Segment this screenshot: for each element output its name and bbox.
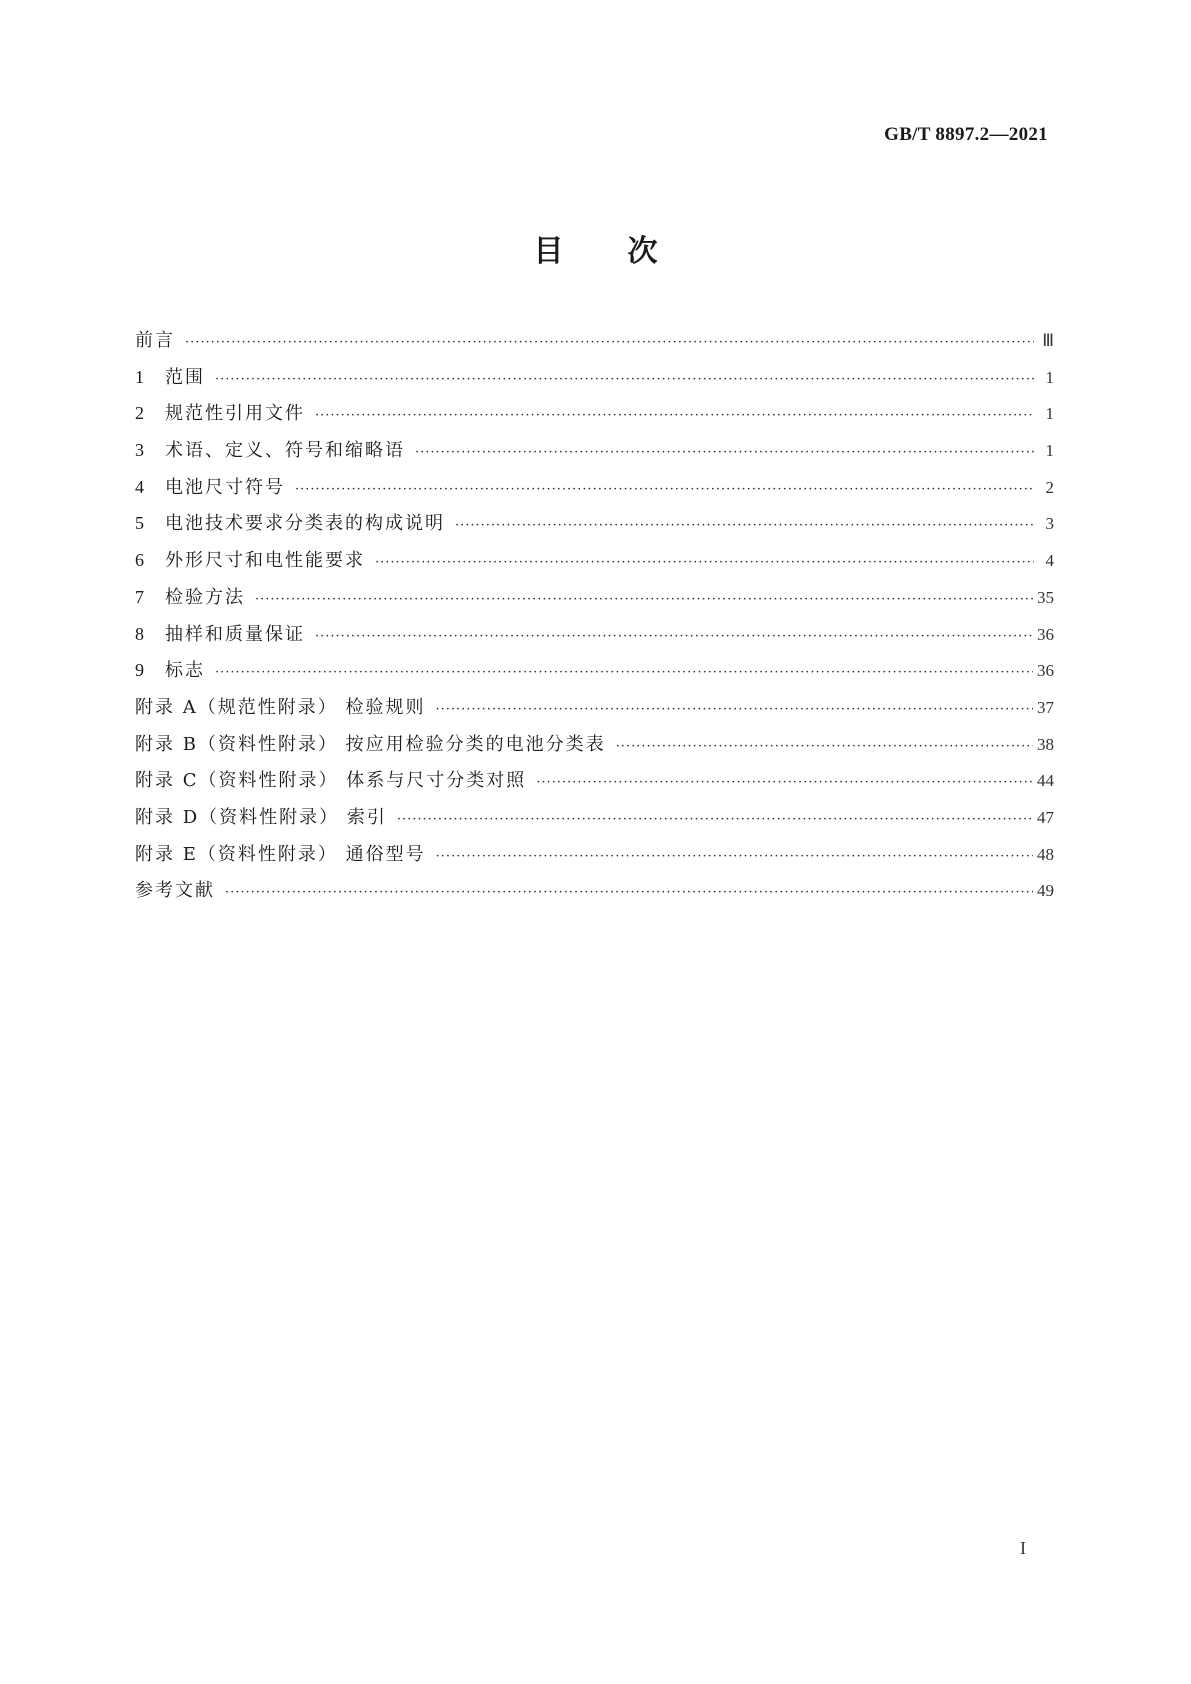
toc-entry-label: 检验方法: [165, 586, 245, 608]
toc-entry-label: 前言: [135, 330, 175, 351]
toc-entry-annex-b[interactable]: [135, 730, 1054, 767]
toc-entry-page: 44: [1037, 771, 1054, 791]
toc-entry-label: 抽样和质量保证: [165, 623, 305, 645]
toc-entry-number: 3: [135, 440, 144, 461]
toc-dot-leader: [255, 592, 1033, 607]
toc-entry-6[interactable]: [135, 546, 1054, 583]
toc-entry-label: 附录 C（资料性附录） 体系与尺寸分类对照: [135, 770, 527, 792]
toc-entry-number: 1: [135, 366, 144, 387]
toc-entry-foreword[interactable]: [135, 326, 1054, 363]
toc-entry-label: 参考文献: [135, 880, 215, 902]
toc-entry-label: 标志: [165, 660, 205, 682]
toc-entry-label: 范围: [165, 366, 205, 388]
toc-dot-leader: [616, 739, 1033, 754]
toc-entry-number: 2: [135, 403, 144, 424]
toc-entry-2[interactable]: [135, 399, 1054, 436]
toc-entry-number: 5: [135, 513, 144, 534]
toc-dot-leader: [315, 408, 1034, 423]
toc-dot-leader: [225, 885, 1033, 900]
toc-entry-page: 1: [1045, 404, 1054, 424]
toc-entry-page: 47: [1037, 807, 1054, 827]
toc-entry-9[interactable]: [135, 656, 1054, 693]
toc-entry-page: 4: [1045, 551, 1054, 571]
toc-entry-label: 附录 D（资料性附录） 索引: [135, 806, 387, 828]
toc-entry-label: 附录 E（资料性附录） 通俗型号: [135, 843, 426, 865]
toc-entry-number: 9: [135, 660, 144, 681]
toc-entry-page: 1: [1045, 441, 1054, 461]
toc-entry-annex-c[interactable]: [135, 766, 1054, 803]
toc-entry-page: 36: [1037, 661, 1054, 681]
toc-entry-number: 4: [135, 476, 144, 497]
toc-entry-page: 2: [1045, 477, 1054, 497]
toc-dot-leader: [536, 775, 1033, 790]
toc-entry-page: 35: [1037, 587, 1054, 607]
toc-dot-leader: [315, 629, 1033, 644]
toc-entry-bibliography[interactable]: [135, 876, 1054, 913]
toc-entry-page: 1: [1045, 367, 1054, 387]
toc-entry-label: 电池尺寸符号: [165, 476, 285, 498]
toc-entry-label: 电池技术要求分类表的构成说明: [165, 513, 445, 535]
toc-dot-leader: [185, 335, 1034, 350]
table-of-contents: [135, 326, 1054, 913]
toc-entry-page: 48: [1037, 844, 1054, 864]
toc-entry-8[interactable]: [135, 620, 1054, 657]
toc-entry-annex-a[interactable]: [135, 693, 1054, 730]
toc-entry-3[interactable]: [135, 436, 1054, 473]
toc-entry-page: 36: [1037, 624, 1054, 644]
toc-dot-leader: [375, 555, 1034, 570]
toc-entry-page: 37: [1037, 697, 1054, 717]
toc-entry-number: 8: [135, 623, 144, 644]
toc-entry-label: 规范性引用文件: [165, 403, 305, 425]
document-id: GB/T 8897.2—2021: [884, 124, 1048, 145]
toc-entry-number: 7: [135, 586, 144, 607]
toc-entry-label: 附录 B（资料性附录） 按应用检验分类的电池分类表: [135, 733, 606, 755]
toc-entry-annex-d[interactable]: [135, 803, 1054, 840]
toc-entry-5[interactable]: [135, 509, 1054, 546]
toc-entry-7[interactable]: [135, 583, 1054, 620]
toc-entry-4[interactable]: [135, 473, 1054, 510]
toc-dot-leader: [455, 518, 1034, 533]
toc-dot-leader: [436, 849, 1033, 864]
toc-entry-label: 外形尺寸和电性能要求: [165, 550, 365, 572]
toc-dot-leader: [435, 702, 1033, 717]
page-title: 目次: [533, 234, 722, 269]
toc-entry-label: 附录 A（规范性附录） 检验规则: [135, 696, 426, 718]
toc-entry-number: 6: [135, 550, 144, 571]
toc-dot-leader: [397, 812, 1033, 827]
page-number: I: [1020, 1538, 1026, 1558]
toc-entry-page: Ⅲ: [1042, 331, 1054, 350]
toc-entry-annex-e[interactable]: [135, 840, 1054, 877]
toc-entry-1[interactable]: [135, 363, 1054, 400]
toc-entry-page: 3: [1045, 514, 1054, 534]
toc-dot-leader: [415, 445, 1034, 460]
toc-entry-label: 术语、定义、符号和缩略语: [165, 440, 405, 462]
toc-entry-page: 49: [1037, 881, 1054, 901]
toc-dot-leader: [215, 372, 1034, 387]
toc-dot-leader: [295, 482, 1034, 497]
toc-dot-leader: [215, 665, 1033, 680]
toc-entry-page: 38: [1037, 734, 1054, 754]
